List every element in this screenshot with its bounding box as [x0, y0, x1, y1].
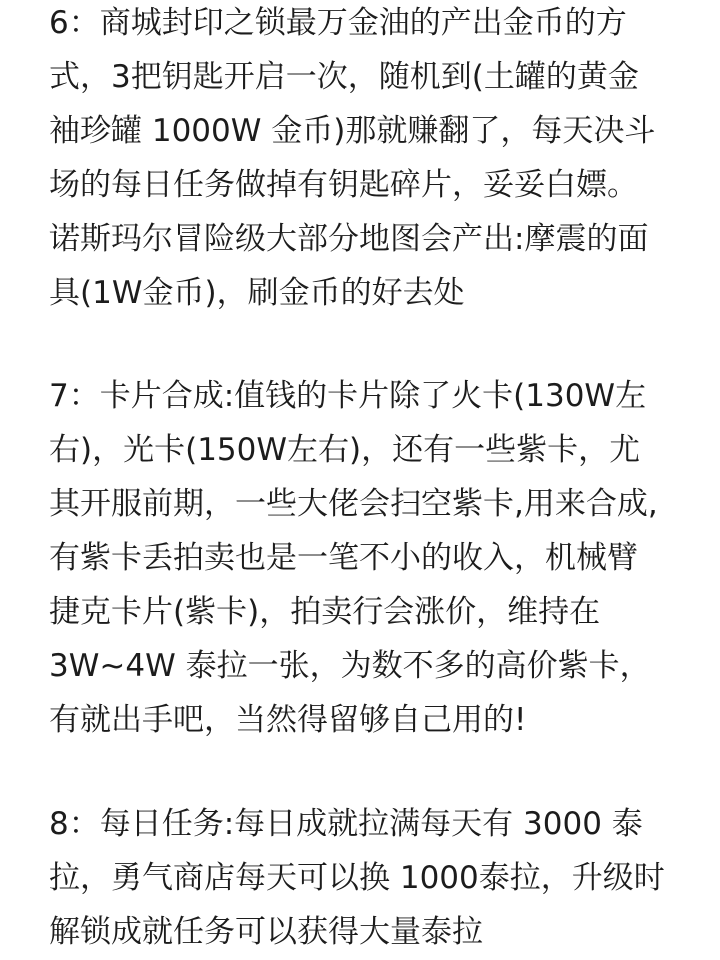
text-line: 有紫卡丢拍卖也是一笔不小的收入，机械臂 [49, 540, 638, 576]
text-line: 有就出手吧，当然得留够自己用的! [49, 702, 527, 738]
text-line: 3W~4W 泰拉一张，为数不多的高价紫卡， [49, 648, 651, 684]
paragraph-6-gold-sources [49, 0, 655, 320]
paragraph-8-daily-tasks [49, 797, 665, 959]
text-line: 捷克卡片(紫卡)，拍卖行会涨价，维持在 [49, 594, 601, 630]
text-line: 场的每日任务做掉有钥匙碎片，妥妥白嫖。 [49, 167, 638, 203]
text-line: 诺斯玛尔冒险级大部分地图会产出:摩震的面 [49, 221, 649, 257]
text-line: 具(1W金币)，刷金币的好去处 [49, 275, 465, 311]
paragraph-7-card-synthesis [49, 369, 658, 747]
text-line: 其开服前期，一些大佬会扫空紫卡,用来合成, [49, 486, 658, 522]
text-line: 袖珍罐 1000W 金币)那就赚翻了，每天决斗 [49, 113, 656, 149]
text-line: 8：每日任务:每日成就拉满每天有 3000 泰 [49, 806, 643, 842]
text-line: 解锁成就任务可以获得大量泰拉 [49, 914, 483, 950]
text-line: 7：卡片合成:值钱的卡片除了火卡(130W左 [49, 378, 647, 414]
text-line: 6：商城封印之锁最万金油的产出金币的方 [49, 5, 627, 41]
text-line: 右)，光卡(150W左右)，还有一些紫卡，尤 [49, 432, 641, 468]
text-line: 拉，勇气商店每天可以换 1000泰拉，升级时 [49, 860, 665, 896]
text-line: 式，3把钥匙开启一次，随机到(土罐的黄金 [49, 59, 639, 95]
